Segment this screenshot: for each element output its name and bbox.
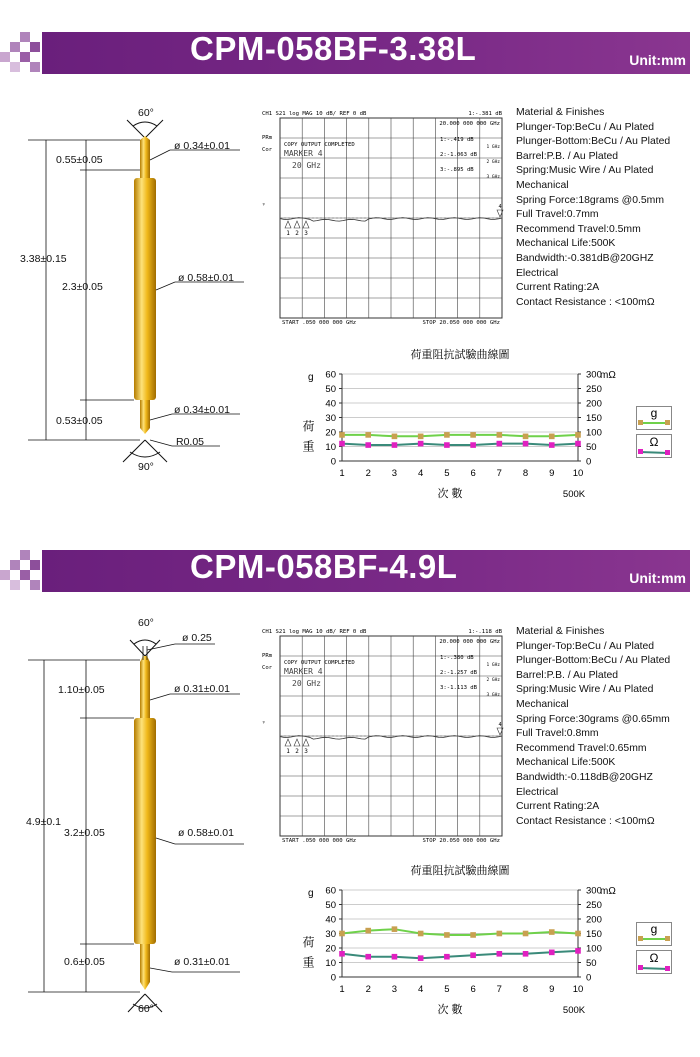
spec-line: Electrical	[516, 786, 559, 798]
decor-square	[0, 570, 10, 580]
left-tick-label: 50	[325, 900, 336, 911]
right-tick-label: 300	[586, 369, 602, 381]
series-line-g	[342, 929, 578, 935]
decor-square	[30, 42, 40, 52]
right-tick-label: 200	[586, 398, 602, 410]
x-tick-label: 6	[470, 468, 476, 479]
x-tick-label: 8	[522, 468, 529, 479]
left-tick-label: 10	[325, 958, 336, 969]
data-point-ohm	[339, 441, 345, 447]
data-point-ohm	[444, 442, 450, 448]
decor-square	[10, 560, 20, 570]
x-tick-label: 4	[418, 984, 424, 995]
total-length-dim: 4.9±0.1	[26, 816, 61, 828]
data-point-ohm	[575, 948, 581, 954]
vna-side-label: Cor	[262, 147, 273, 153]
vna-side-label: ▿	[262, 202, 266, 208]
legend-g	[636, 406, 672, 430]
x-axis-label: 次 數	[437, 1004, 463, 1016]
spec-line: Contact Resistance : <100mΩ	[516, 296, 655, 308]
left-tick-label: 50	[325, 384, 336, 395]
vna-side-label: ▿	[262, 720, 266, 726]
spec-line: Spring Force:30grams @0.65mm	[516, 713, 670, 725]
data-point-g	[339, 432, 345, 438]
data-point-g	[497, 432, 503, 438]
barrel	[134, 718, 156, 944]
data-point-ohm	[392, 442, 398, 448]
spec-line: Recommend Travel:0.65mm	[516, 742, 647, 754]
bottom-diameter-dim: ø 0.31±0.01	[174, 956, 230, 968]
vna-header: CH1 S21 log MAG 10 dB/ REF 0 dB	[262, 111, 367, 117]
tip-length-dim: 0.55±0.05	[56, 154, 103, 166]
legend-ohm	[636, 434, 672, 458]
left-tick-label: 20	[325, 427, 336, 439]
vna-marker-value: 1:-.118 dB	[468, 629, 502, 635]
decor-square	[10, 62, 20, 72]
chart-title: 荷重阻抗試驗曲線圖	[410, 865, 510, 877]
left-tick-label: 10	[325, 442, 336, 453]
x-tick-label: 1	[339, 468, 345, 479]
bottom-length-dim: 0.53±0.05	[56, 415, 103, 427]
load-resistance-chart	[300, 346, 630, 501]
bottom-plunger	[140, 944, 150, 990]
vna-marker-2-freq: 2 GHz	[486, 678, 500, 683]
spec-line: Bandwidth:-0.381dB@20GHZ	[516, 252, 654, 264]
legend-g-text: g	[650, 407, 658, 420]
decor-square	[20, 52, 30, 62]
spec-line: Full Travel:0.8mm	[516, 728, 599, 740]
load-resistance-chart	[300, 862, 630, 1017]
x-tick-label: 8	[522, 984, 529, 995]
legend-g	[636, 922, 672, 946]
x-tick-label: 4	[418, 468, 424, 479]
x-axis-label: 次 數	[437, 488, 463, 500]
left-tick-label: 60	[325, 885, 336, 897]
left-axis-label: 荷重	[301, 936, 315, 976]
vna-marker-number: 1	[286, 748, 290, 755]
spec-line: Contact Resistance : <100mΩ	[516, 815, 655, 827]
vna-marker-1-freq: 1 GHz	[486, 663, 500, 668]
chart-title: 荷重阻抗試驗曲線圖	[410, 349, 510, 361]
data-point-g	[575, 432, 581, 438]
spec-line: Spring Force:18grams @0.5mm	[516, 194, 664, 206]
spec-line: Plunger-Top:BeCu / Au Plated	[516, 121, 655, 133]
right-tick-label: 200	[586, 914, 602, 926]
data-point-ohm	[523, 441, 529, 447]
vna-side-label: PRm	[262, 135, 273, 141]
pin-drawing	[0, 100, 250, 480]
vna-side-label: Cor	[262, 665, 273, 671]
data-point-g	[523, 434, 529, 440]
decor-square	[0, 52, 10, 62]
left-tick-label: 40	[325, 398, 336, 410]
left-tick-label: 20	[325, 943, 336, 955]
spec-line: Recommend Travel:0.5mm	[516, 223, 641, 235]
spec-line: Mechanical	[516, 179, 569, 191]
legend-ohm	[636, 950, 672, 974]
right-tick-label: 300	[586, 885, 602, 897]
spec-line: Full Travel:0.7mm	[516, 209, 599, 221]
data-point-g	[339, 931, 345, 937]
vna-marker-freq: 20 GHz	[292, 161, 321, 170]
right-tick-label: 50	[586, 442, 597, 453]
x-tick-label: 9	[549, 468, 555, 479]
vna-marker-number: 4	[498, 722, 502, 728]
spec-line: Material & Finishes	[516, 626, 605, 637]
vna-marker-number: 1	[286, 230, 290, 237]
data-point-ohm	[392, 954, 398, 960]
vna-marker-1: 1:-.419 dB	[440, 137, 474, 143]
right-tick-label: 250	[586, 900, 602, 911]
right-tick-label: 50	[586, 958, 597, 969]
data-point-ohm	[418, 955, 424, 961]
series-line-g	[342, 435, 578, 436]
vna-start: START .050 000 000 GHz	[282, 320, 357, 326]
spec-line: Mechanical	[516, 698, 569, 710]
spec-list	[516, 625, 670, 829]
angle-arc	[134, 640, 156, 644]
data-point-g	[549, 434, 555, 440]
title-banner	[0, 28, 700, 74]
tip-angle-label: 60°	[138, 617, 154, 629]
left-tick-label: 40	[325, 914, 336, 926]
vna-marker-3-freq: 3 GHz	[486, 175, 500, 180]
data-point-g	[523, 931, 529, 937]
series-line-ohm	[342, 444, 578, 445]
vna-marker-3: 3:-.895 dB	[440, 167, 474, 173]
barrel-diameter-dim: ø 0.58±0.01	[178, 272, 234, 284]
right-tick-label: 150	[586, 413, 602, 424]
vna-marker-1: 1:-.380 dB	[440, 655, 474, 661]
x-axis-unit: 500K	[562, 489, 586, 500]
data-point-ohm	[470, 952, 476, 958]
tip-angle-label: 60°	[138, 107, 154, 119]
x-tick-label: 3	[391, 984, 398, 995]
vna-stop: STOP 20.050 000 000 GHz	[422, 838, 500, 844]
spec-line: Barrel:P.B. / Au Plated	[516, 150, 619, 162]
right-tick-label: 250	[586, 384, 602, 395]
vna-marker-number: 2	[295, 230, 299, 237]
legend-ohm-text: Ω	[649, 435, 659, 449]
decor-square	[20, 32, 30, 42]
x-tick-label: 5	[444, 468, 450, 479]
bottom-diameter-dim: ø 0.34±0.01	[174, 404, 230, 416]
spec-line: Plunger-Bottom:BeCu / Au Plated	[516, 655, 671, 667]
data-point-g	[444, 932, 450, 938]
data-point-g	[575, 931, 581, 937]
vna-copy-status: COPY OUTPUT COMPLETED	[284, 142, 355, 148]
x-tick-label: 10	[572, 984, 584, 995]
x-tick-label: 2	[365, 468, 371, 479]
vna-marker-number: 4	[498, 204, 502, 210]
spec-line: Current Rating:2A	[516, 801, 600, 813]
vna-frequency: 20.000 000 000 GHz	[439, 121, 500, 127]
vna-marker-number: 2	[295, 748, 299, 755]
product-section-1	[0, 0, 700, 500]
data-point-ohm	[444, 954, 450, 960]
vna-marker-value: 1:-.381 dB	[468, 111, 502, 117]
right-tick-label: 150	[586, 929, 602, 940]
left-tick-label: 30	[325, 413, 336, 424]
bottom-length-dim: 0.6±0.05	[64, 956, 105, 968]
data-point-g	[418, 434, 424, 440]
right-tick-label: 100	[586, 943, 602, 955]
data-point-ohm	[470, 442, 476, 448]
decor-square	[10, 580, 20, 590]
x-tick-label: 2	[365, 984, 371, 995]
vna-copy-status: COPY OUTPUT COMPLETED	[284, 660, 355, 666]
legend-ohm-text: Ω	[649, 951, 659, 965]
spec-line: Spring:Music Wire / Au Plated	[516, 684, 654, 696]
x-tick-label: 10	[572, 468, 584, 479]
spec-line: Plunger-Top:BeCu / Au Plated	[516, 640, 655, 652]
data-point-ohm	[339, 951, 345, 957]
vna-marker-3: 3:-1.113 dB	[440, 685, 478, 691]
vna-marker-number: 3	[304, 230, 308, 237]
decor-square	[20, 550, 30, 560]
spec-line: Current Rating:2A	[516, 282, 600, 294]
x-tick-label: 3	[391, 468, 398, 479]
unit-label: Unit:mm	[629, 52, 686, 68]
vna-marker-2-freq: 2 GHz	[486, 160, 500, 165]
product-title: CPM-058BF-4.9L	[190, 548, 458, 585]
x-tick-label: 5	[444, 984, 450, 995]
spec-line: Bandwidth:-0.118dB@20GHZ	[516, 771, 653, 783]
spec-line: Mechanical Life:500K	[516, 757, 616, 769]
data-point-ohm	[549, 950, 555, 956]
decor-square	[30, 560, 40, 570]
title-banner	[0, 546, 700, 592]
data-point-ohm	[497, 441, 503, 447]
bottom-angle-label: 90°	[138, 461, 154, 473]
spec-line: Barrel:P.B. / Au Plated	[516, 669, 619, 681]
data-point-ohm	[418, 441, 424, 447]
angle-arc	[130, 452, 160, 457]
vna-marker-title: MARKER 4	[284, 149, 323, 158]
left-axis-label: 荷重	[301, 420, 315, 460]
decor-square	[20, 570, 30, 580]
vna-plot	[262, 108, 510, 326]
tip-length-dim: 1.10±0.05	[58, 684, 105, 696]
barrel-diameter-dim: ø 0.58±0.01	[178, 827, 234, 839]
bottom-angle-label: 60°	[138, 1003, 154, 1015]
x-tick-label: 7	[496, 468, 502, 479]
vna-frequency: 20.000 000 000 GHz	[439, 639, 500, 645]
spec-list	[516, 106, 670, 310]
data-point-ohm	[549, 442, 555, 448]
spec-line: Mechanical Life:500K	[516, 238, 616, 250]
legend-g-text: g	[650, 923, 658, 936]
barrel	[134, 178, 156, 400]
data-point-g	[470, 932, 476, 938]
barrel-length-dim: 2.3±0.05	[62, 281, 103, 293]
right-axis-unit: mΩ	[600, 886, 616, 897]
left-axis-unit: g	[308, 372, 314, 383]
data-point-g	[365, 928, 371, 934]
data-point-g	[392, 434, 398, 440]
x-tick-label: 1	[339, 984, 345, 995]
data-point-g	[444, 432, 450, 438]
top-plunger	[140, 136, 150, 178]
barrel-length-dim: 3.2±0.05	[64, 827, 105, 839]
vna-start: START .050 000 000 GHz	[282, 838, 357, 844]
right-tick-label: 0	[586, 972, 592, 984]
angle-arc	[133, 122, 157, 126]
x-tick-label: 6	[470, 984, 476, 995]
left-axis-unit: g	[308, 888, 314, 899]
vna-marker-2: 2:-1.257 dB	[440, 670, 478, 676]
vna-side-label: PRm	[262, 653, 273, 659]
right-axis-unit: mΩ	[600, 370, 616, 381]
tip-diameter-dim: ø 0.34±0.01	[174, 140, 230, 152]
left-tick-label: 0	[330, 972, 336, 984]
top-plunger	[140, 656, 150, 718]
spec-line: Electrical	[516, 267, 559, 279]
angle-line	[123, 440, 145, 462]
vna-marker-number: 3	[304, 748, 308, 755]
left-tick-label: 60	[325, 369, 336, 381]
angle-line	[145, 440, 167, 462]
x-axis-unit: 500K	[562, 1005, 586, 1016]
radius-dim: R0.05	[176, 436, 205, 448]
data-point-ohm	[497, 951, 503, 957]
vna-marker-3-freq: 3 GHz	[486, 693, 500, 698]
vna-plot	[262, 626, 510, 844]
data-point-g	[549, 929, 555, 935]
data-point-ohm	[575, 441, 581, 447]
spec-line: Plunger-Bottom:BeCu / Au Plated	[516, 136, 671, 148]
vna-marker-1-freq: 1 GHz	[486, 145, 500, 150]
vna-marker-freq: 20 GHz	[292, 679, 321, 688]
data-point-g	[470, 432, 476, 438]
tip-diameter-dim: ø 0.31±0.01	[174, 683, 230, 695]
right-tick-label: 100	[586, 427, 602, 439]
unit-label: Unit:mm	[629, 570, 686, 586]
x-tick-label: 7	[496, 984, 502, 995]
data-point-ohm	[365, 954, 371, 960]
spec-line: Spring:Music Wire / Au Plated	[516, 165, 654, 177]
decor-square	[30, 62, 40, 72]
vna-header: CH1 S21 log MAG 10 dB/ REF 0 dB	[262, 629, 367, 635]
total-length-dim: 3.38±0.15	[20, 253, 67, 265]
product-section-2	[0, 518, 700, 1018]
data-point-g	[365, 432, 371, 438]
data-point-g	[418, 931, 424, 937]
data-point-ohm	[365, 442, 371, 448]
left-tick-label: 30	[325, 929, 336, 940]
data-point-g	[497, 931, 503, 937]
tip-top-diameter-dim: ø 0.25	[182, 632, 212, 644]
decor-square	[30, 580, 40, 590]
vna-stop: STOP 20.050 000 000 GHz	[422, 320, 500, 326]
vna-marker-title: MARKER 4	[284, 667, 323, 676]
x-tick-label: 9	[549, 984, 555, 995]
decor-square	[10, 42, 20, 52]
product-title: CPM-058BF-3.38L	[190, 30, 477, 67]
vna-marker-2: 2:-1.063 dB	[440, 152, 478, 158]
left-tick-label: 0	[330, 456, 336, 468]
series-line-ohm	[342, 951, 578, 958]
right-tick-label: 0	[586, 456, 592, 468]
bottom-plunger	[140, 400, 150, 434]
data-point-g	[392, 926, 398, 932]
spec-line: Material & Finishes	[516, 107, 605, 118]
data-point-ohm	[523, 951, 529, 957]
